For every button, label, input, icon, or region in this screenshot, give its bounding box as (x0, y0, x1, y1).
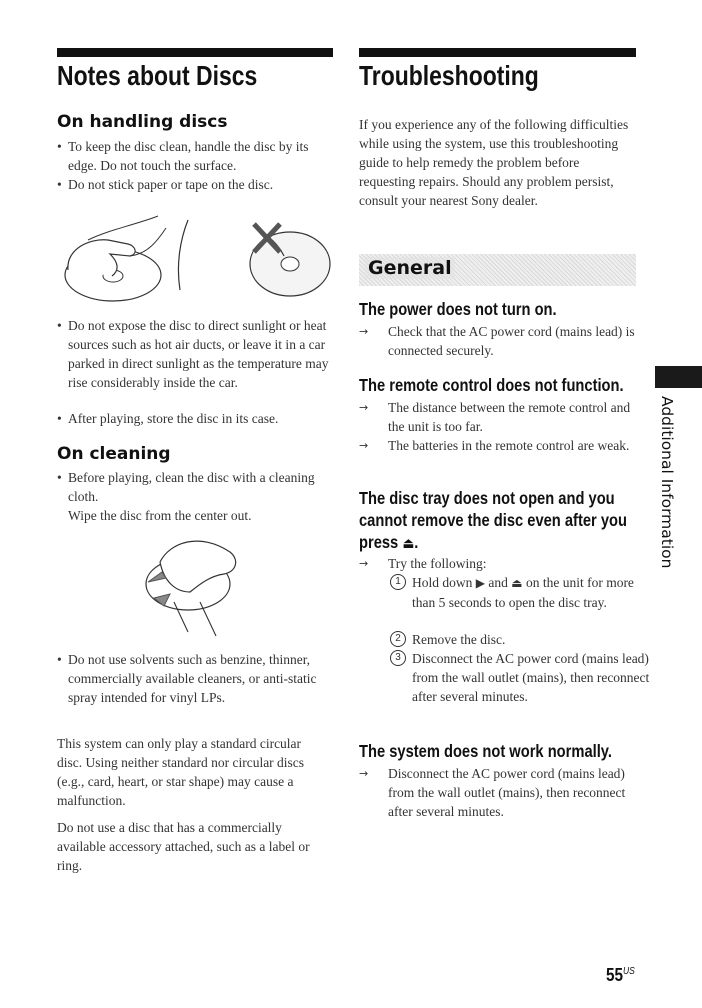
left-title-rule (57, 48, 333, 57)
cleaning-disc-illustration (140, 532, 260, 642)
arrow-icon: → (359, 439, 369, 452)
step-number: 3 (390, 650, 406, 666)
list-item: • Do not expose the disc to direct sunlight or heat sources such as hot air ducts, or leave it in a car parked in direct sunlight as the temperature may rise considerably inside the car. (57, 316, 342, 392)
sidebar-label-text: Additional Information (658, 396, 676, 569)
page-title-notes-about-discs: Notes about Discs (57, 60, 258, 91)
sidebar-section-label (654, 396, 678, 586)
heading-disc-tray: The disc tray does not open and you cannot remove the disc even after you press ⏏. (359, 488, 627, 552)
section-title: General (365, 257, 455, 279)
handling-disc-illustration (58, 210, 333, 306)
solution-item: → The distance between the remote control and the unit is too far. (359, 400, 631, 434)
intro-paragraph: If you experience any of the following difficulties while using the system, use this troubleshooting guide to help remedy the problem before requesting repairs. Should any problem persist, consult your nearest Sony dealer. (359, 117, 629, 208)
list-item: • Do not stick paper or tape on the disc. (57, 175, 338, 194)
arrow-icon: → (359, 767, 369, 780)
step-number: 1 (390, 574, 406, 590)
play-icon: ▶ (475, 576, 485, 590)
arrow-icon: → (359, 557, 369, 570)
arrow-icon: → (359, 401, 369, 414)
list-item: • Before playing, clean the disc with a cleaning cloth. (57, 468, 328, 506)
solution-item: → Check that the AC power cord (mains lead) is connected securely. (359, 324, 635, 358)
section-banner-general (359, 254, 636, 286)
page-number: $55^{US}$ (606, 965, 635, 985)
heading-power: The power does not turn on. (359, 299, 557, 319)
heading-on-cleaning: On cleaning (57, 444, 171, 464)
step-3: 3 Disconnect the AC power cord (mains lead) from the wall outlet (mains), then reconnect after several minutes. (390, 649, 660, 706)
solution-item: → The batteries in the remote control are weak. (359, 438, 630, 453)
step-number: 2 (390, 631, 406, 647)
cleaning-instruction: Wipe the disc from the center out. (68, 508, 252, 523)
list-item: • To keep the disc clean, handle the disc by its edge. Do not touch the surface. (57, 137, 338, 175)
step-2: 2 Remove the disc. (390, 630, 660, 649)
eject-icon: ⏏ (402, 534, 415, 552)
solution-item: → Try the following: (359, 556, 487, 571)
paragraph: This system can only play a standard circular disc. Using neither standard nor circular discs (e.g., card, heart, or star shape) may cause a malfunction. (57, 736, 305, 808)
page-title-troubleshooting: Troubleshooting (359, 60, 539, 91)
step-1: 1 Hold down ▶ and ⏏ on the unit for more than 5 seconds to open the disc tray. (390, 573, 660, 612)
list-item: • After playing, store the disc in its case. (57, 409, 342, 428)
paragraph: Do not use a disc that has a commercially available accessory attached, such as a label or ring. (57, 820, 310, 873)
eject-icon: ⏏ (511, 576, 523, 590)
right-title-rule (359, 48, 636, 57)
solution-item: → Disconnect the AC power cord (mains lead) from the wall outlet (mains), then reconnect after several minutes. (359, 766, 626, 819)
list-item: • Do not use solvents such as benzine, thinner, commercially available cleaners, or anti-static spray intended for vinyl LPs. (57, 650, 330, 707)
heading-remote: The remote control does not function. (359, 375, 624, 395)
arrow-icon: → (359, 325, 369, 338)
heading-on-handling-discs: On handling discs (57, 112, 228, 132)
heading-system: The system does not work normally. (359, 741, 612, 761)
section-tab-marker (655, 366, 702, 388)
